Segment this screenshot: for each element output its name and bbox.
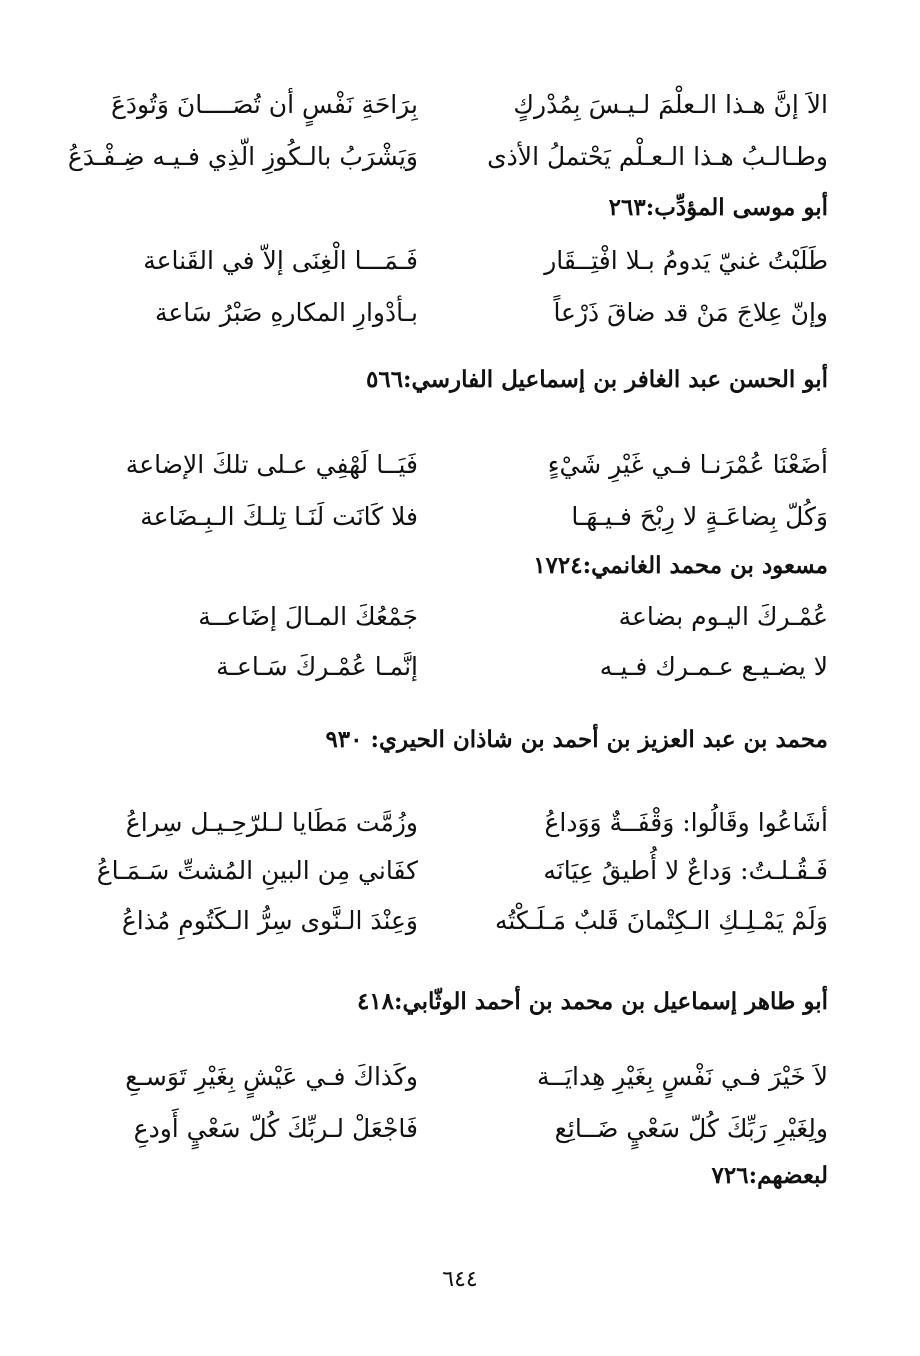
verse-first-hemistich: وَكُلّ بِضاعَـةٍ لا رِبْحَ فـيـهَـا <box>571 502 828 531</box>
verse-second-hemistich: فلا كَانَت لَنَـا تِلـكَ الـبِـضَاعة <box>140 502 418 531</box>
poet-heading <box>58 1154 828 1198</box>
verse-first-hemistich: فَـقُـلـتُ: وَداعٌ لا أُطيقُ عِيَانَه <box>543 856 828 885</box>
verse-second-hemistich: جَمْعُكَ المـالَ إضَاعــة <box>198 602 418 631</box>
verse-line <box>58 80 828 130</box>
verse-second-hemistich: وَيَشْرَبُ بالـكُوزِ الّذِي فـيـه ضِـفْـدَعُ <box>67 142 418 171</box>
verse-second-hemistich: كفَاني مِن البينِ المُشتِّ سَـمَـاعُ <box>96 856 418 885</box>
verse-line <box>58 1104 828 1154</box>
verse-first-hemistich: لا يضـيـع عـمـرك فـيـه <box>599 652 828 681</box>
verse-second-hemistich: فَاجْعَلْ لـربِّكَ كُلّ سَعْيٍ أَودعِ <box>133 1114 418 1143</box>
verse-line <box>58 896 828 946</box>
poet-heading <box>58 358 828 402</box>
verse-second-hemistich: فَيَــا لَهْفِي عـلى تلكَ الإضاعة <box>125 450 418 479</box>
poet-heading <box>58 186 828 230</box>
verse-first-hemistich: لاَ خَيْرَ فـي نَفْسٍ بِغَيْرِ هِدايَــة <box>537 1062 828 1091</box>
verse-line <box>58 492 828 542</box>
verse-line <box>58 132 828 182</box>
verse-line <box>58 798 828 848</box>
verse-first-hemistich: ولِغَيْرِ رَبِّكَ كُلّ سَعْيٍ ضَــائِع <box>554 1114 828 1143</box>
verse-first-hemistich: وطـالـبُ هـذا الـعـلْم يَحْتملُ الأذى <box>487 142 828 171</box>
verse-second-hemistich: وَعِنْدَ الـنَّوى سِرُّ الـكَتُومِ مُذاعُ <box>121 906 418 935</box>
verse-line <box>58 440 828 490</box>
verse-second-hemistich: فَـمَـــا الْغِنَى إلاّ في القَناعة <box>143 246 418 275</box>
entry-number: ١٧٢٤ <box>533 552 583 579</box>
entry-number: ٧٢٦ <box>711 1162 749 1189</box>
poet-heading <box>58 544 828 588</box>
poet-name: أبو موسى المؤدِّب: <box>645 194 828 221</box>
entry-number: ٤١٨ <box>356 988 394 1015</box>
poet-heading <box>58 980 828 1024</box>
verse-line <box>58 236 828 286</box>
verse-line <box>58 592 828 642</box>
entry-number: ٩٣٠ <box>325 726 363 753</box>
verse-line <box>58 846 828 896</box>
verse-second-hemistich: وكَذاكَ فـي عَيْشٍ بِغَيْرِ تَوَسـعِ <box>125 1062 418 1091</box>
poet-name: أبو الحسن عبد الغافر بن إسماعيل الفارسي: <box>403 366 828 393</box>
poet-name: محمد بن عبد العزيز بن أحمد بن شاذان الحيري: <box>370 726 828 753</box>
poet-name: أبو طاهر إسماعيل بن محمد بن أحمد الوثّابي: <box>394 988 828 1015</box>
poet-name: لبعضهم: <box>748 1162 828 1189</box>
verse-first-hemistich: عُمْـركَ اليـوم بضاعة <box>618 602 828 631</box>
verse-first-hemistich: الاَ إنَّ هـذا الـعلْمَ لـيـسَ بِمُدْركٍ <box>513 90 828 119</box>
verse-line <box>58 642 828 692</box>
verse-second-hemistich: إنَّمـا عُمْـركَ سَـاعـة <box>216 652 418 681</box>
verse-line <box>58 288 828 338</box>
verse-first-hemistich: وإنّ عِلاجَ مَنْ قد ضاقَ ذَرْعاً <box>553 298 828 327</box>
verse-second-hemistich: بِرَاحَةِ نَفْسٍ أن تُصَــــانَ وَتُودَعَ <box>110 90 418 119</box>
verse-first-hemistich: أضَعْنَا عُمْرَنـا فـي غَيْرِ شَيْءٍ <box>547 450 828 479</box>
poet-heading <box>58 718 828 762</box>
poet-name: مسعود بن محمد الغانمي: <box>582 552 828 579</box>
verse-second-hemistich: بـأدْوارِ المكارهِ صَبْرُ سَاعة <box>154 298 418 327</box>
verse-first-hemistich: وَلَمْ يَمْـلِـكِ الـكِتْمانَ قَلبٌ مَـلَـكْتُه <box>494 906 828 935</box>
verse-line <box>58 1052 828 1102</box>
entry-number: ٢٦٣ <box>608 194 646 221</box>
entry-number: ٥٦٦ <box>365 366 404 393</box>
verse-first-hemistich: أشَاعُوا وقَالُوا: وَقْفَــةٌ وَوَداعُ <box>544 808 828 837</box>
verse-first-hemistich: طَلَبْتُ غنيّ يَدومُ بـلا افْتِــقَار <box>544 246 828 275</box>
verse-second-hemistich: وزُمَّت مَطَايا لـلرّحِـيـل سِراعُ <box>125 808 418 837</box>
page-number: ٦٤٤ <box>442 1267 478 1292</box>
